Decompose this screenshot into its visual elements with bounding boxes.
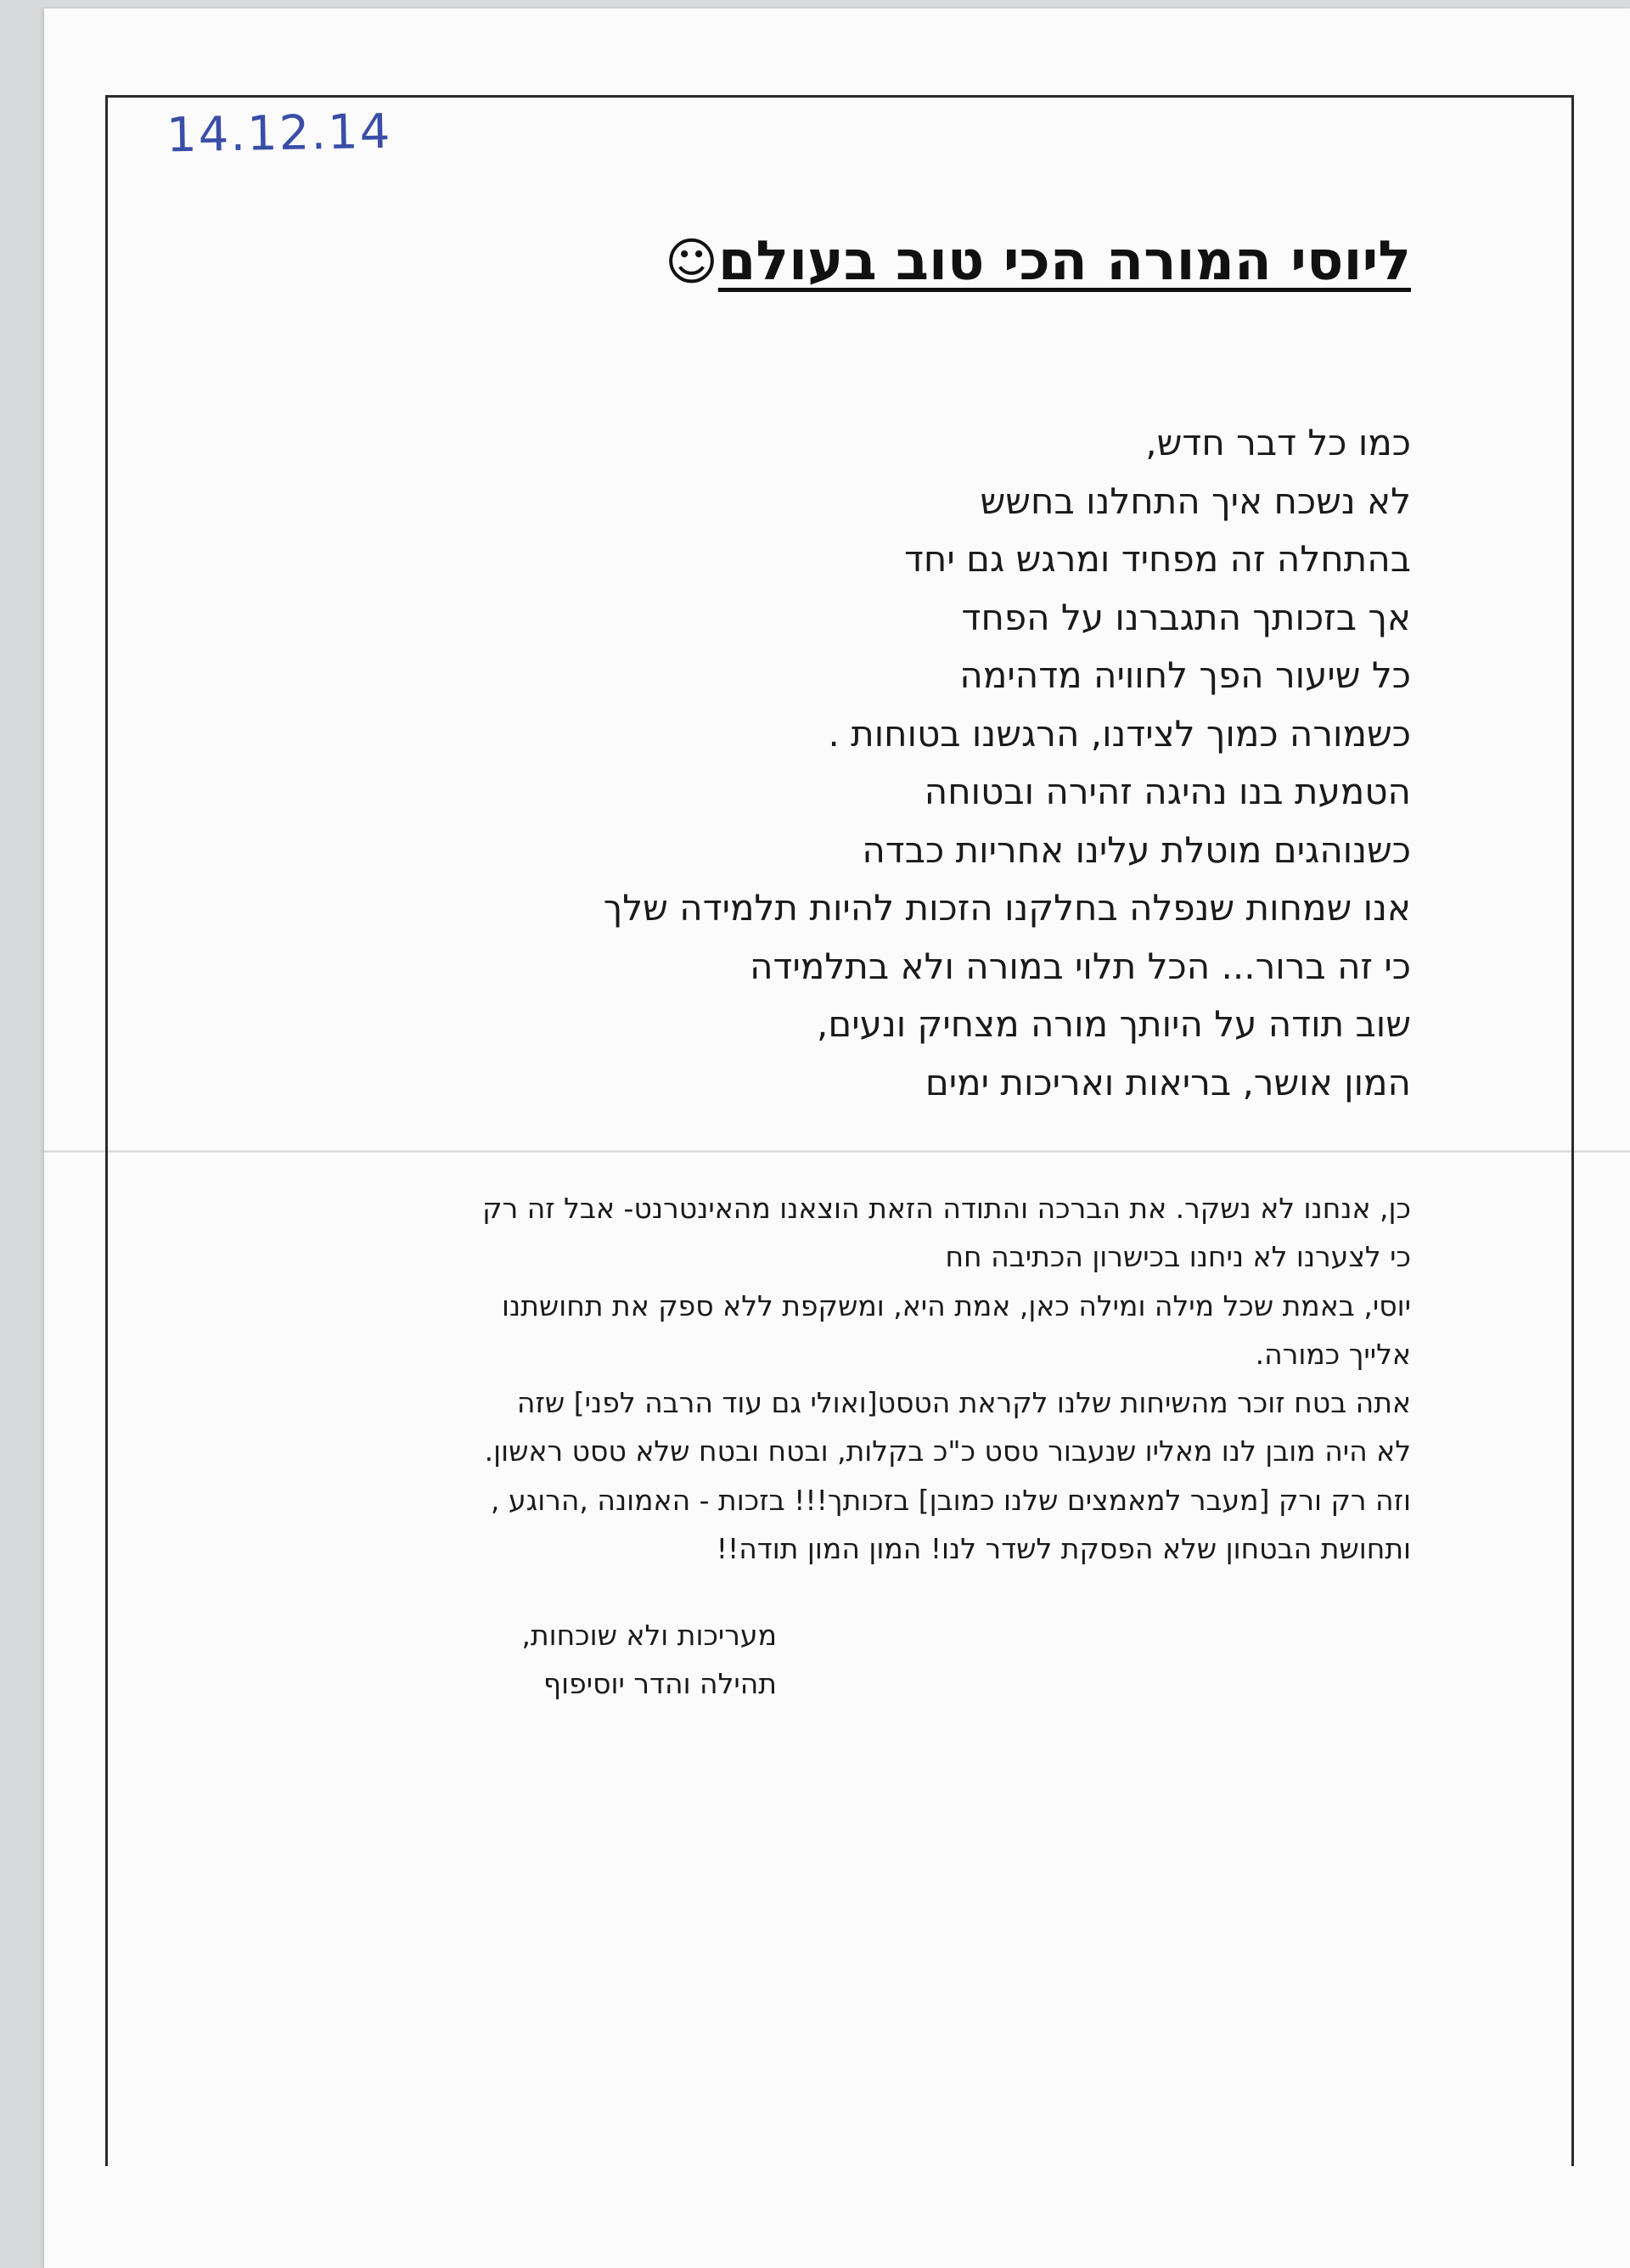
note-line: יוסי, באמת שכל מילה ומילה כאן, אמת היא, ומשקפת ללא ספק את תחושתנו bbox=[502, 1288, 1411, 1322]
poem-line: כשמורה כמוך לצידנו, הרגשנו בטוחות . bbox=[828, 712, 1411, 755]
poem-line: אך בזכותך התגברנו על הפחד bbox=[961, 596, 1411, 638]
poem-line: בהתחלה זה מפחיד ומרגש גם יחד bbox=[903, 538, 1411, 580]
poem-line: שוב תודה על היותך מורה מצחיק ונעים, bbox=[817, 1003, 1411, 1045]
page-border-frame bbox=[105, 95, 1574, 2166]
poem-line: אנו שמחות שנפלה בחלקנו הזכות להיות תלמידה שלך bbox=[603, 887, 1411, 929]
title-text: ליוסי המורה הכי טוב בעולם bbox=[717, 230, 1411, 293]
note-line: ותחושת הבטחון שלא הפסקת לשדר לנו! המון המון תודה!! bbox=[716, 1532, 1411, 1566]
poem-line: כל שיעור הפך לחוויה מדהימה bbox=[959, 654, 1411, 696]
signature-names: תהילה והדר יוסיפוף bbox=[543, 1667, 777, 1700]
note-line: כן, אנחנו לא נשקר. את הברכה והתודה הזאת הוצאנו מהאינטרנט- אבל זה רק bbox=[482, 1192, 1411, 1225]
note-line: אתה בטח זוכר מהשיחות שלנו לקראת הטסט[ואולי גם עוד הרבה לפני] שזה bbox=[516, 1386, 1411, 1420]
poem-line: כי זה ברור... הכל תלוי במורה ולא בתלמידה bbox=[750, 945, 1411, 987]
smiley-icon: ☺ bbox=[665, 233, 718, 292]
page-title bbox=[307, 227, 1411, 296]
signature-closing: מעריכות ולא שוכחות, bbox=[521, 1619, 777, 1652]
poem-line: הטמעת בנו נהיגה זהירה ובטוחה bbox=[924, 771, 1411, 812]
note-line: אלייך כמורה. bbox=[1255, 1337, 1411, 1371]
handwritten-date: 14.12.14 bbox=[166, 104, 392, 164]
signature-block bbox=[183, 1611, 777, 1708]
poem-line: כמו כל דבר חדש, bbox=[1145, 422, 1411, 463]
poem-block bbox=[307, 414, 1411, 1112]
poem-line: לא נשכח איך התחלנו בחשש bbox=[980, 480, 1411, 522]
poem-line: כשנוהגים מוטלת עלינו אחריות כבדה bbox=[862, 828, 1411, 871]
note-line: כי לצערנו לא ניחנו בכישרון הכתיבה חח bbox=[945, 1240, 1411, 1274]
poem-line: המון אושר, בריאות ואריכות ימים bbox=[925, 1061, 1411, 1103]
note-line: לא היה מובן לנו מאליו שנעבור טסט כ"כ בקלות, ובטח ובטח שלא טסט ראשון. bbox=[484, 1434, 1411, 1468]
note-line: וזה רק ורק [מעבר למאמצים שלנו כמובן] בזכותך!!! בזכות - האמונה ,הרוגע , bbox=[490, 1483, 1411, 1517]
personal-note bbox=[222, 1184, 1411, 1573]
